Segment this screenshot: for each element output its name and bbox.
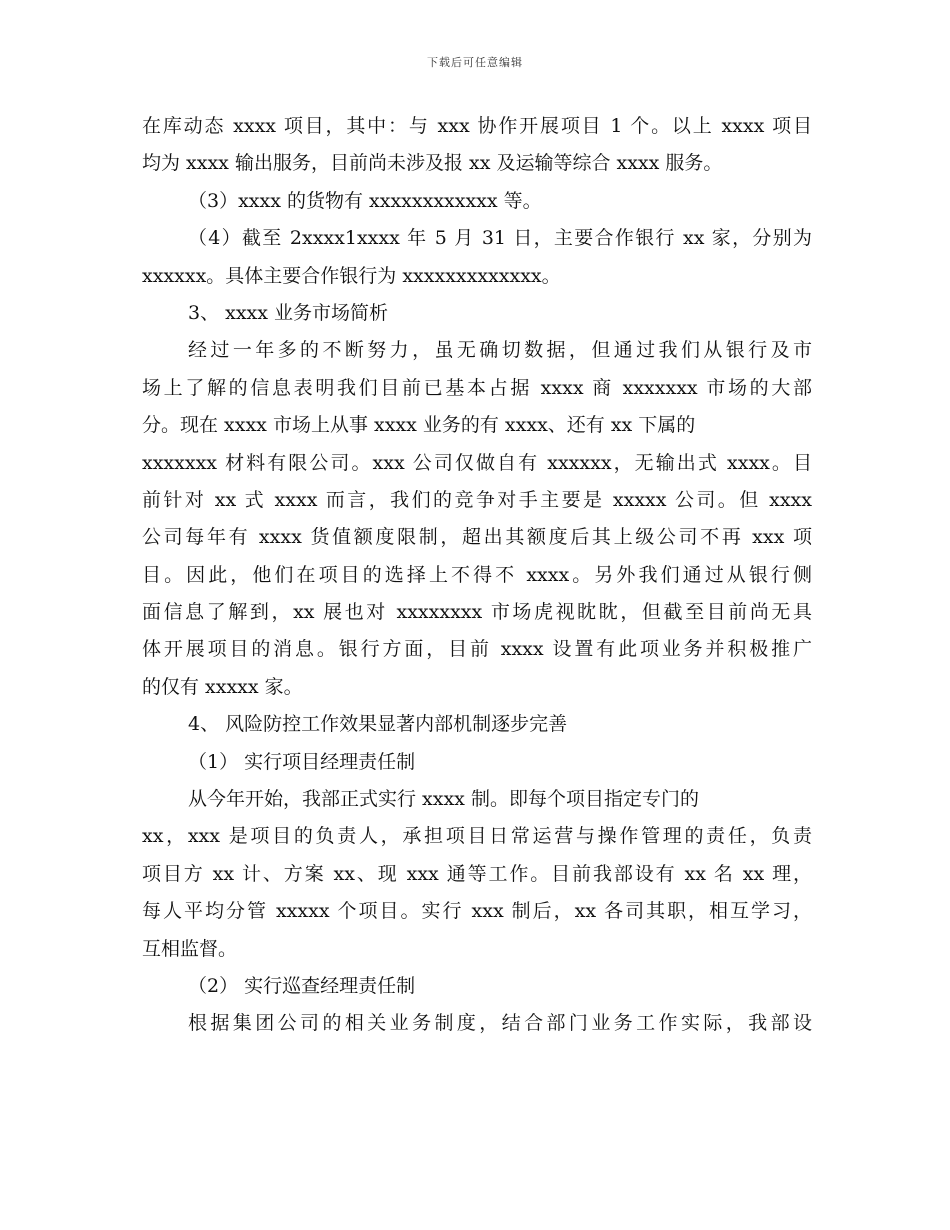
text-line: 每人平均分管 xxxxx 个项目。实行 xxx 制后，xx 各司其职，相互学习， (142, 900, 812, 923)
text-line: 的仅有 xxxxx 家。 (142, 675, 303, 698)
text-line: 面信息了解到，xx 展也对 xxxxxxxx 市场虎视眈眈，但截至目前尚无具 (142, 601, 812, 624)
text-line: （4）截至 2xxxx1xxxx 年 5 月 31 日，主要合作银行 xx 家，分别为 (188, 227, 812, 250)
text-line: xxxxxxx 材料有限公司。xxx 公司仅做自有 xxxxxx，无输出式 xxxx。目 (142, 451, 812, 474)
text-line: 根据集团公司的相关业务制度，结合部门业务工作实际，我部设 (188, 1012, 812, 1035)
text-line: 互相监督。 (142, 937, 238, 960)
text-line: 场上了解的信息表明我们目前已基本占据 xxxx 商 xxxxxxx 市场的大部 (142, 376, 812, 399)
text-line: 目。因此，他们在项目的选择上不得不 xxxx。另外我们通过从银行侧 (142, 563, 812, 586)
text-line: 分。现在 xxxx 市场上从事 xxxx 业务的有 xxxx、还有 xx 下属的 (142, 414, 696, 437)
text-line: 经过一年多的不断努力，虽无确切数据，但通过我们从银行及市 (188, 339, 812, 362)
page-header: 下载后可任意编辑 (427, 56, 523, 69)
text-line: （3）xxxx 的货物有 xxxxxxxxxxxx 等。 (188, 189, 542, 212)
text-line: （2） 实行巡查经理责任制 (188, 974, 416, 997)
text-line: 体开展项目的消息。银行方面，目前 xxxx 设置有此项业务并积极推广 (142, 638, 812, 661)
text-line: xx，xxx 是项目的负责人，承担项目日常运营与操作管理的责任，负责 (142, 825, 812, 848)
text-line: 前针对 xx 式 xxxx 而言，我们的竞争对手主要是 xxxxx 公司。但 xxxx (142, 488, 812, 511)
text-line: xxxxxx。具体主要合作银行为 xxxxxxxxxxxxx。 (142, 264, 561, 287)
document-body (142, 108, 812, 1043)
text-line: （1） 实行项目经理责任制 (188, 750, 416, 773)
text-line: 4、 风险防控工作效果显著内部机制逐步完善 (188, 713, 568, 736)
text-line: 公司每年有 xxxx 货值额度限制，超出其额度后其上级公司不再 xxx 项 (142, 526, 812, 549)
text-line: 3、 xxxx 业务市场简析 (188, 301, 389, 324)
text-line: 均为 xxxx 输出服务，目前尚未涉及报 xx 及运输等综合 xxxx 服务。 (142, 152, 723, 175)
text-line: 项目方 xx 计、方案 xx、现 xxx 通等工作。目前我部设有 xx 名 xx 理， (142, 862, 812, 885)
text-line: 从今年开始，我部正式实行 xxxx 制。即每个项目指定专门的 (188, 788, 699, 811)
text-line: 在库动态 xxxx 项目，其中：与 xxx 协作开展项目 1 个。以上 xxxx 项目 (142, 115, 812, 137)
